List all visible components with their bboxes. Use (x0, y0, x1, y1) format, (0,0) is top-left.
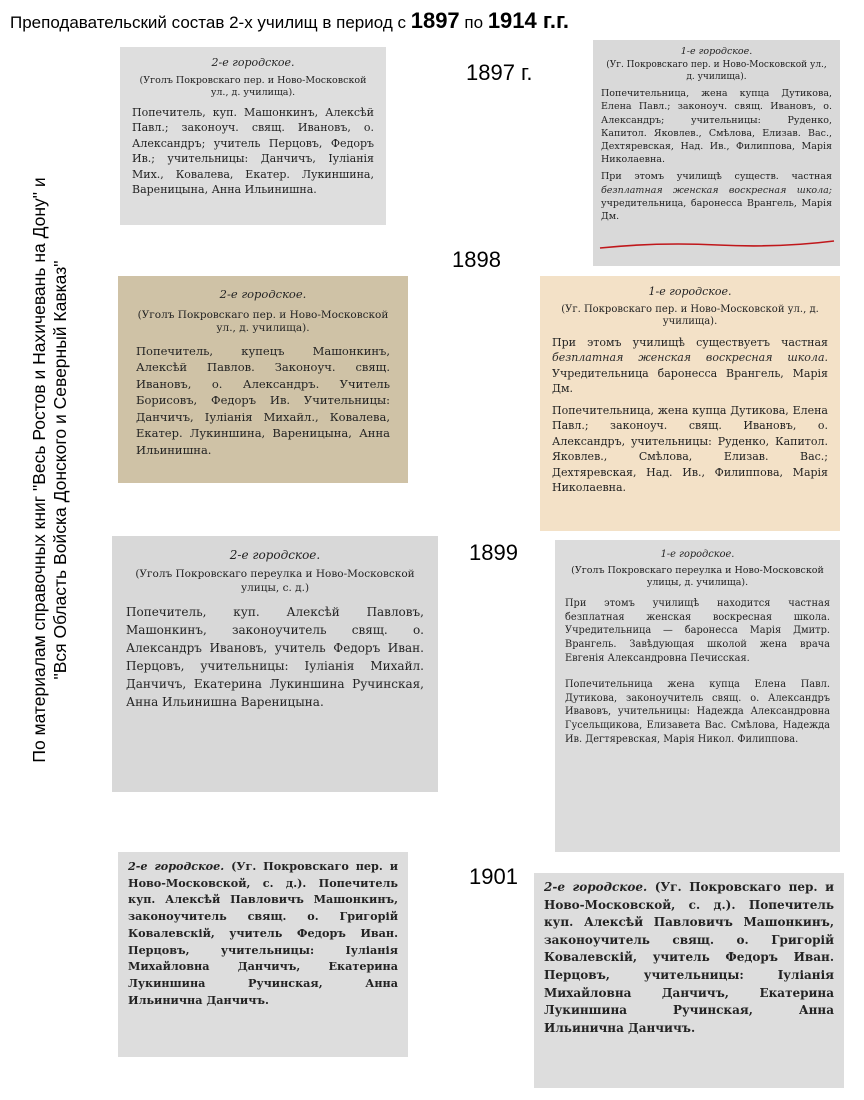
clipping-1899-school-1 (555, 540, 840, 852)
year-label-1897: 1897 г. (466, 60, 533, 85)
clipping-address: (Уголъ Покровскаго пер. и Ново-Московской ул., д. училища). (137, 308, 389, 334)
title-year-to: 1914 г.г. (487, 8, 570, 33)
clipping-heading: 2-е городское. (219, 287, 307, 301)
clipping-heading: 2-е городское. (229, 548, 321, 562)
clipping-1901-left (118, 852, 408, 1057)
clipping-heading: 1-е городское. (660, 549, 735, 560)
note-text: При этомъ училищѣ существ. частная (601, 171, 832, 183)
clipping-note: При этомъ училищѣ находится частная безплатная женская воскресная школа. Учредительница — баронесса Марія Дмитр. Врангель. Завѣдующая школой жена врача Евгенія Александровна Печисская. (565, 597, 830, 664)
clipping-body: Попечитель, куп. Алексѣй Павловъ, Машонкинъ, законоучитель свящ. о. Александръ Ивановъ, учитель Федоръ Иван. Перцовъ, учительницы: Іуліанія Михайл. Данчичъ, Екатерина Лукиншина Ручинская, Анна Ильинишна Вареницына. (126, 605, 424, 709)
clipping-1897-school-1 (593, 40, 840, 266)
clipping-heading: 2-е городское. (211, 56, 295, 69)
note-highlight: безплатная женская воскресная школа; (601, 184, 832, 196)
title-text: Преподавательский состав 2-х училищ в период с (10, 13, 406, 32)
clipping-address: (Уголъ Покровскаго пер. и Ново-Московской ул., д. училища). (139, 74, 367, 98)
clipping-note (601, 170, 832, 223)
year-label-1901: 1901 (469, 864, 518, 889)
clipping-body: Попечительница жена купца Елена Павл. Дутикова, законоучитель свящ. о. Александръ Ивавовъ, учительницы: Надежда Александровна Гусельщикова, Елизавета Вас. Смѣлова, Надежда Ив. Дегтяревская, Марія Никол. Филиппова. (565, 678, 830, 745)
page-title (10, 8, 569, 34)
clipping-address: (Уголъ Покровскаго переулка и Ново-Московской улицы, д. училища). (571, 564, 824, 588)
clipping-heading: 2-е городское. (544, 880, 648, 894)
clipping-1899-school-2 (112, 536, 438, 792)
clipping-note (552, 335, 828, 397)
clipping-address: (Уг. Покровскаго пер. и Ново-Московской ул., д. училища). (606, 60, 827, 82)
clipping-body: (Уг. Покровскаго пер. и Ново-Московской, с. д.). Попечитель куп. Алексѣй Павловичъ Машонкинъ, законоучитель свящ. о. Григорій Ковалевскій, учитель Федоръ Иван. Перцовъ, учительницы: Іуліанія Михайловна Данчичъ, Екатерина Лукиншина Ручинская, Анна Ильинична Данчичъ. (128, 859, 398, 1007)
clipping-body: (Уг. Покровскаго пер. и Ново-Московской, с. д.). Попечитель куп. Алексѣй Павловичъ Машонкинъ, законоучитель свящ. о. Григорій Ковалевскій, учитель Федоръ Иван. Перцовъ, учительницы: Іуліанія Михайловна Данчичъ, Екатерина Лукиншина Ручинская, Анна Ильинична Данчичъ. (544, 880, 834, 1035)
clipping-body: Попечитель, купецъ Машонкинъ, Алексѣй Павлов. Законоуч. свящ. Ивановъ, о. Александръ. Учитель Борисовъ, Федоръ Ив. Учительницы: Данчичъ, Іуліанія Михайл., Ковалева, Екатер. Лукиншина, Вареницына, Анна Ильинишна. (136, 343, 390, 457)
year-label-1899: 1899 (469, 540, 518, 565)
source-caption-line2: "Вся Область Войска Донского и Северный Кавказ" (50, 260, 70, 680)
source-caption (29, 60, 71, 880)
clipping-heading: 1-е городское. (648, 285, 732, 298)
clipping-body: Попечительница, жена купца Дутикова, Елена Павл.; законоуч. свящ. Ивановъ, о. Александръ; учительницы: Руденко, Капитол. Яковлев., Смѣлова, Елизав. Вас., Дехтяревская, Над. Ив., Филиппова, Марія Николаевна. (601, 88, 832, 166)
source-caption-line1: По материалам справочных книг "Весь Ростов и Нахичевань на Дону" и (29, 177, 49, 763)
clipping-1897-school-2 (120, 47, 386, 225)
clipping-heading: 2-е городское. (128, 859, 225, 873)
title-year-from: 1897 (410, 8, 460, 33)
clipping-body: Попечительница, жена купца Дутикова, Елена Павл.; законоуч. свящ. Ивановъ, о. Александръ, учительницы: Руденко, Капитол. Яковлев., Смѣлова, Елизав. Вас.; Дехтяревская, Над. Ив., Филиппова, Марія Николаевна. (552, 403, 828, 494)
clipping-1898-school-1 (540, 276, 840, 531)
title-middle: по (464, 13, 484, 32)
note-text: При этомъ училищѣ существуетъ частная (552, 335, 828, 349)
note-text-end: учредительница, баронесса Врангель, Марія Дм. (601, 197, 832, 223)
clipping-address: (Уг. Покровскаго пер. и Ново-Московской ул., д. училища). (561, 303, 819, 327)
red-underline (598, 240, 836, 250)
clipping-text (544, 879, 834, 1037)
clipping-1901-right (534, 873, 844, 1088)
note-text-end: Учредительница баронесса Врангель, Марія Дм. (552, 366, 828, 395)
clipping-address: (Уголъ Покровскаго переулка и Ново-Московской улицы, с. д.) (135, 568, 415, 594)
clipping-heading: 1-е городское. (680, 46, 753, 57)
year-label-1898: 1898 (452, 247, 501, 272)
clipping-text (128, 858, 398, 1008)
note-highlight: безплатная женская воскресная школа. (552, 351, 828, 364)
clipping-body: Попечитель, куп. Машонкинъ, Алексѣй Павл.; законоуч. свящ. Ивановъ, о. Александръ; учитель Перцовъ, Федоръ Ив.; учительницы: Данчичъ, Іуліанія Мих., Ковалева, Екатер. Лукиншина, Вареницына, Анна Ильинишна. (132, 105, 374, 196)
clipping-1898-school-2 (118, 276, 408, 483)
